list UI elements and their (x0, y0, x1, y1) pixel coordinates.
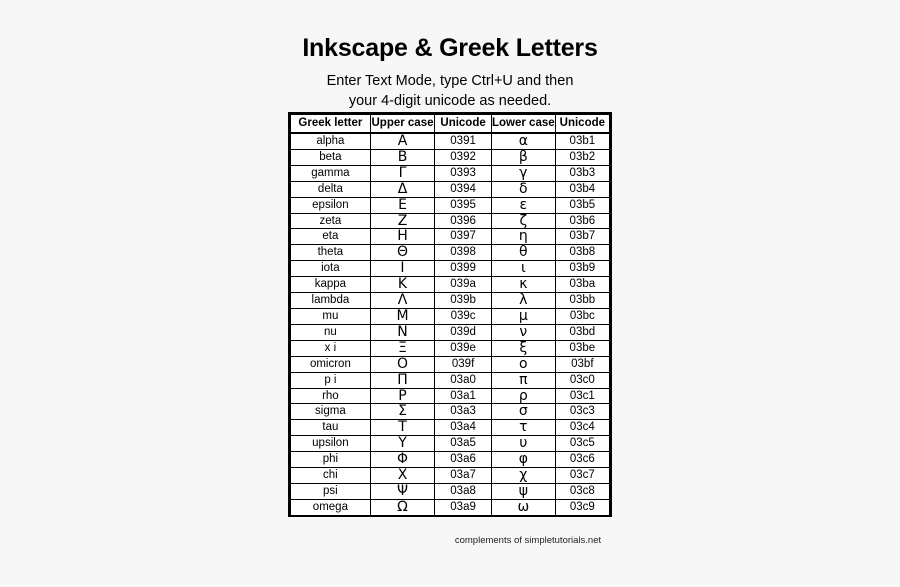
cell-lower-unicode: 03c1 (555, 388, 609, 404)
cell-upper-unicode: 0398 (435, 245, 492, 261)
cell-upper-unicode: 0394 (435, 181, 492, 197)
cell-lower-unicode: 03c9 (555, 499, 609, 514)
cell-lower-unicode: 03b9 (555, 261, 609, 277)
table-row (291, 229, 610, 245)
cell-lower-case: ζ (491, 213, 555, 229)
cell-lower-case: σ (491, 404, 555, 420)
cell-upper-unicode: 03a1 (435, 388, 492, 404)
cell-greek-letter: mu (291, 308, 371, 324)
cell-greek-letter: kappa (291, 277, 371, 293)
cell-lower-case: ω (491, 499, 555, 514)
cell-upper-case: Ε (370, 197, 434, 213)
cell-lower-unicode: 03b1 (555, 133, 609, 149)
cell-upper-case: Π (370, 372, 434, 388)
table-row (291, 372, 610, 388)
cell-lower-case: κ (491, 277, 555, 293)
cell-lower-case: θ (491, 245, 555, 261)
cell-upper-unicode: 0397 (435, 229, 492, 245)
cell-lower-unicode: 03b5 (555, 197, 609, 213)
cell-lower-unicode: 03b7 (555, 229, 609, 245)
cell-upper-unicode: 0395 (435, 197, 492, 213)
cell-upper-unicode: 0399 (435, 261, 492, 277)
cell-lower-case: β (491, 149, 555, 165)
table-row (291, 213, 610, 229)
cell-greek-letter: upsilon (291, 436, 371, 452)
greek-letters-table (290, 114, 610, 515)
cell-upper-unicode: 03a5 (435, 436, 492, 452)
cell-greek-letter: p i (291, 372, 371, 388)
cell-upper-unicode: 03a3 (435, 404, 492, 420)
cell-upper-case: Δ (370, 181, 434, 197)
cell-greek-letter: chi (291, 468, 371, 484)
cell-greek-letter: delta (291, 181, 371, 197)
table-row (291, 404, 610, 420)
cell-upper-case: Λ (370, 293, 434, 309)
footer-credit: complements of simpletutorials.net (454, 535, 602, 546)
cell-upper-unicode: 039d (435, 324, 492, 340)
cell-upper-case: Κ (370, 277, 434, 293)
cell-lower-case: φ (491, 452, 555, 468)
cell-greek-letter: lambda (291, 293, 371, 309)
cell-greek-letter: nu (291, 324, 371, 340)
cell-upper-unicode: 03a4 (435, 420, 492, 436)
cell-upper-unicode: 03a0 (435, 372, 492, 388)
cell-greek-letter: psi (291, 483, 371, 499)
cell-upper-unicode: 0396 (435, 213, 492, 229)
subtitle-line-1: Enter Text Mode, type Ctrl+U and then (326, 73, 574, 89)
cell-lower-unicode: 03c8 (555, 483, 609, 499)
table-row (291, 165, 610, 181)
column-header-lower-case: Lower case (491, 115, 555, 134)
cell-greek-letter: sigma (291, 404, 371, 420)
cell-lower-unicode: 03bb (555, 293, 609, 309)
cell-lower-case: γ (491, 165, 555, 181)
cell-greek-letter: omicron (291, 356, 371, 372)
table-row (291, 356, 610, 372)
cell-lower-case: χ (491, 468, 555, 484)
cell-lower-unicode: 03c7 (555, 468, 609, 484)
cell-upper-case: Ξ (370, 340, 434, 356)
cell-upper-case: Μ (370, 308, 434, 324)
cell-upper-unicode: 03a7 (435, 468, 492, 484)
cell-lower-case: τ (491, 420, 555, 436)
cell-lower-case: ρ (491, 388, 555, 404)
cell-greek-letter: phi (291, 452, 371, 468)
cell-lower-unicode: 03c3 (555, 404, 609, 420)
table-row (291, 308, 610, 324)
cell-lower-unicode: 03c5 (555, 436, 609, 452)
table-row (291, 149, 610, 165)
cell-lower-unicode: 03b8 (555, 245, 609, 261)
cell-lower-unicode: 03b4 (555, 181, 609, 197)
table-row (291, 468, 610, 484)
cell-upper-unicode: 0392 (435, 149, 492, 165)
table-row (291, 324, 610, 340)
cell-greek-letter: iota (291, 261, 371, 277)
table-row (291, 245, 610, 261)
cell-lower-case: η (491, 229, 555, 245)
cell-upper-case: Ι (370, 261, 434, 277)
table-row (291, 436, 610, 452)
cell-upper-case: Ν (370, 324, 434, 340)
cell-lower-case: ο (491, 356, 555, 372)
cell-greek-letter: eta (291, 229, 371, 245)
cell-upper-case: Α (370, 133, 434, 149)
cell-lower-unicode: 03ba (555, 277, 609, 293)
cell-lower-case: α (491, 133, 555, 149)
cell-upper-case: Η (370, 229, 434, 245)
cell-greek-letter: gamma (291, 165, 371, 181)
footer (0, 535, 900, 546)
cell-lower-case: ξ (491, 340, 555, 356)
page-title: Inkscape & Greek Letters (302, 34, 598, 62)
cell-lower-case: μ (491, 308, 555, 324)
cell-upper-unicode: 03a9 (435, 499, 492, 514)
cell-upper-case: Τ (370, 420, 434, 436)
cell-lower-unicode: 03bf (555, 356, 609, 372)
cell-greek-letter: zeta (291, 213, 371, 229)
cell-upper-unicode: 039b (435, 293, 492, 309)
cell-greek-letter: epsilon (291, 197, 371, 213)
table-row (291, 499, 610, 514)
greek-letters-table-container (288, 112, 612, 517)
cell-lower-unicode: 03b6 (555, 213, 609, 229)
cell-upper-case: Υ (370, 436, 434, 452)
cell-upper-case: Ρ (370, 388, 434, 404)
table-row (291, 388, 610, 404)
table-row (291, 340, 610, 356)
table-row (291, 420, 610, 436)
cell-lower-case: ι (491, 261, 555, 277)
column-header-greek-letter: Greek letter (291, 115, 371, 134)
cell-lower-case: ε (491, 197, 555, 213)
table-row (291, 261, 610, 277)
cell-upper-unicode: 0391 (435, 133, 492, 149)
cell-lower-unicode: 03bd (555, 324, 609, 340)
subtitle-line-2: your 4-digit unicode as needed. (348, 93, 552, 109)
cell-lower-case: π (491, 372, 555, 388)
cell-upper-unicode: 03a6 (435, 452, 492, 468)
table-row (291, 197, 610, 213)
cell-upper-unicode: 039c (435, 308, 492, 324)
column-header-upper-unicode: Unicode (435, 115, 492, 134)
cell-upper-case: Ο (370, 356, 434, 372)
table-row (291, 483, 610, 499)
cell-greek-letter: omega (291, 499, 371, 514)
cell-upper-unicode: 039e (435, 340, 492, 356)
cell-upper-unicode: 03a8 (435, 483, 492, 499)
cell-lower-case: δ (491, 181, 555, 197)
table-row (291, 277, 610, 293)
table-row (291, 133, 610, 149)
cell-lower-unicode: 03bc (555, 308, 609, 324)
table-row (291, 452, 610, 468)
cell-lower-case: ν (491, 324, 555, 340)
table-header (291, 115, 610, 134)
cell-lower-case: ψ (491, 483, 555, 499)
cell-upper-case: Φ (370, 452, 434, 468)
cell-lower-unicode: 03c4 (555, 420, 609, 436)
cell-lower-unicode: 03b2 (555, 149, 609, 165)
cell-greek-letter: tau (291, 420, 371, 436)
table-row (291, 181, 610, 197)
cell-upper-case: Θ (370, 245, 434, 261)
cell-upper-unicode: 0393 (435, 165, 492, 181)
cell-upper-unicode: 039f (435, 356, 492, 372)
table-body (291, 133, 610, 515)
cell-upper-case: Χ (370, 468, 434, 484)
cell-greek-letter: alpha (291, 133, 371, 149)
cell-greek-letter: beta (291, 149, 371, 165)
page-subtitle (0, 71, 900, 111)
cell-greek-letter: x i (291, 340, 371, 356)
cell-lower-case: υ (491, 436, 555, 452)
cell-lower-case: λ (491, 293, 555, 309)
cell-upper-case: Ω (370, 499, 434, 514)
cell-upper-case: Ψ (370, 483, 434, 499)
cell-lower-unicode: 03c6 (555, 452, 609, 468)
cell-upper-case: Γ (370, 165, 434, 181)
table-header-row (291, 115, 610, 134)
cell-lower-unicode: 03c0 (555, 372, 609, 388)
table-row (291, 293, 610, 309)
column-header-upper-case: Upper case (370, 115, 434, 134)
cell-lower-unicode: 03b3 (555, 165, 609, 181)
cell-upper-case: Σ (370, 404, 434, 420)
cell-greek-letter: rho (291, 388, 371, 404)
cell-greek-letter: theta (291, 245, 371, 261)
cell-lower-unicode: 03be (555, 340, 609, 356)
cell-upper-case: Ζ (370, 213, 434, 229)
column-header-lower-unicode: Unicode (555, 115, 609, 134)
cell-upper-case: Β (370, 149, 434, 165)
cell-upper-unicode: 039a (435, 277, 492, 293)
